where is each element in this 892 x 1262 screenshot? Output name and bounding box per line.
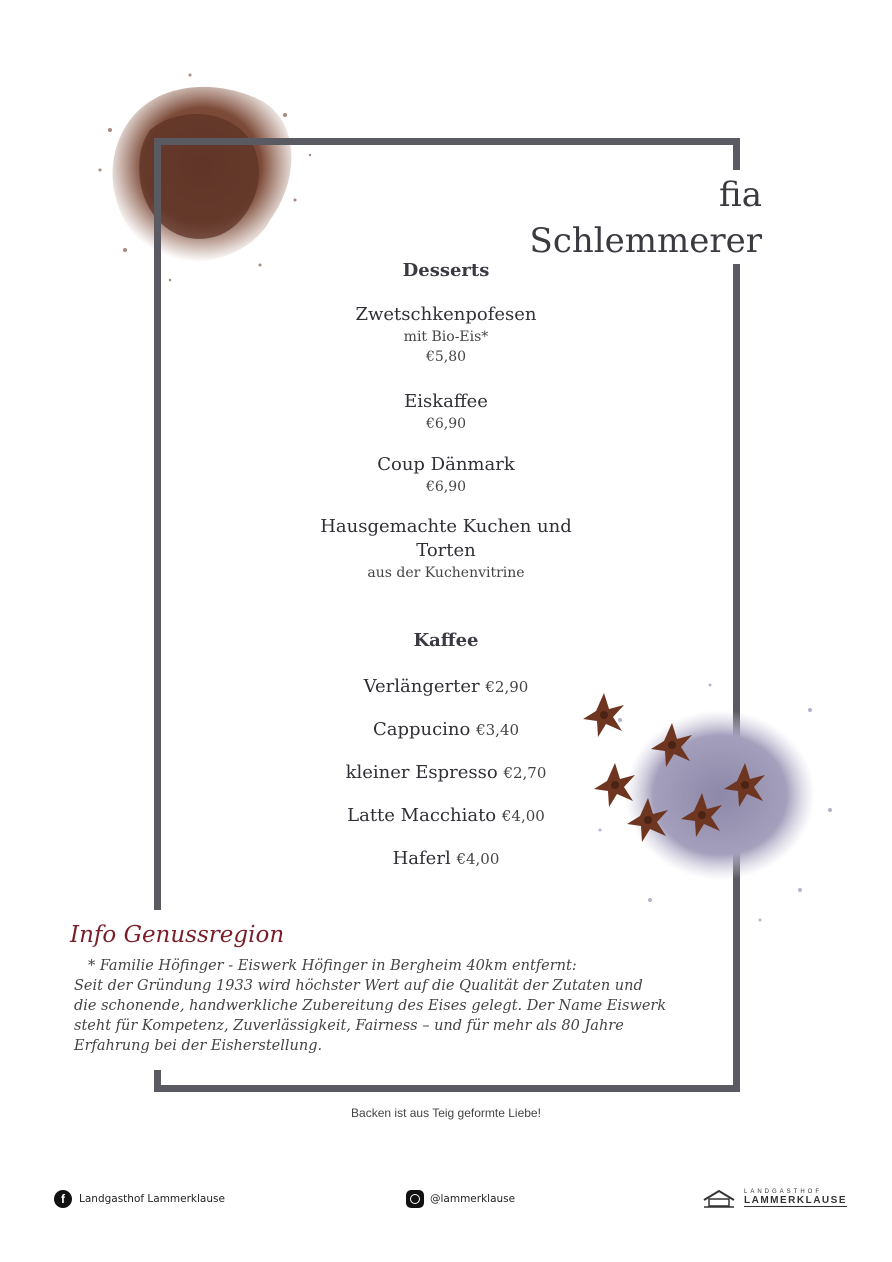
dessert-price: €6,90	[425, 479, 467, 495]
dessert-price: €6,90	[425, 416, 467, 432]
dessert-item	[286, 390, 606, 434]
info-text	[74, 956, 688, 1056]
star-anise-lavender-image	[560, 660, 860, 930]
coffee-price: €4,00	[501, 807, 545, 825]
info-line: Erfahrung bei der Eisherstellung.	[74, 1038, 323, 1054]
coffee-item	[286, 762, 606, 783]
coffee-heading: Kaffee	[413, 630, 479, 651]
dessert-item	[286, 303, 606, 367]
facebook-label: Landgasthof Lammerklause	[79, 1193, 225, 1205]
info-line: * Familie Höfinger - Eiswerk Höfinger in Bergheim 40km entfernt:	[88, 958, 577, 974]
lammerklause-logo	[702, 1188, 847, 1208]
house-logo-icon	[702, 1188, 736, 1208]
info-title: Info Genussregion	[70, 922, 285, 948]
desserts-heading: Desserts	[402, 260, 490, 281]
restaurant-name	[522, 172, 762, 264]
facebook-icon: f	[54, 1190, 72, 1208]
coffee-name: kleiner Espresso	[345, 762, 498, 783]
dessert-subtitle: mit Bio-Eis*	[403, 329, 489, 345]
instagram-link[interactable]	[406, 1190, 515, 1208]
coffee-item	[286, 848, 606, 869]
coffee-item	[286, 805, 606, 826]
restaurant-name-line2: Schlemmerer	[529, 221, 762, 261]
coffee-item	[286, 676, 606, 697]
coffee-name: Latte Macchiato	[347, 805, 497, 826]
frame-left-border	[154, 138, 161, 910]
info-line: Seit der Gründung 1933 wird höchster Wert auf die Qualität der Zutaten und	[74, 978, 643, 994]
facebook-link[interactable]	[54, 1190, 225, 1208]
frame-right-border-upper	[733, 138, 740, 170]
info-line: die schonende, handwerkliche Zubereitung des Eises gelegt. Der Name Eiswerk	[74, 998, 667, 1014]
coffee-price: €3,40	[476, 721, 520, 739]
coffee-name: Verlängerter	[363, 676, 480, 697]
coffee-price: €4,00	[456, 850, 500, 868]
frame-bottom-border	[154, 1085, 740, 1092]
dessert-item	[286, 453, 606, 497]
tagline: Backen ist aus Teig geformte Liebe!	[351, 1106, 541, 1120]
dessert-price: €5,80	[425, 349, 467, 365]
dessert-subtitle: aus der Kuchenvitrine	[367, 565, 525, 581]
coffee-item	[286, 719, 606, 740]
coffee-name: Haferl	[392, 848, 451, 869]
dessert-name: Hausgemachte Kuchen und	[320, 516, 572, 537]
dessert-name: Coup Dänmark	[377, 454, 515, 475]
dessert-item	[286, 515, 606, 583]
coffee-name: Cappucino	[372, 719, 471, 740]
dessert-name: Zwetschkenpofesen	[355, 304, 537, 325]
coffee-price: €2,70	[503, 764, 547, 782]
instagram-icon	[406, 1190, 424, 1208]
dessert-name: Eiskaffee	[404, 391, 488, 412]
coffee-price: €2,90	[485, 678, 529, 696]
logo-name: LAMMERKLAUSE	[744, 1195, 847, 1206]
frame-top-border	[154, 138, 740, 145]
info-line: steht für Kompetenz, Zuverlässigkeit, Fairness – und für mehr als 80 Jahre	[74, 1018, 624, 1034]
restaurant-name-line1: fia	[719, 175, 762, 215]
dessert-name-line2: Torten	[416, 540, 476, 561]
logo-top-text: LANDGASTHOF	[744, 1189, 823, 1195]
instagram-label: @lammerklause	[430, 1193, 516, 1205]
